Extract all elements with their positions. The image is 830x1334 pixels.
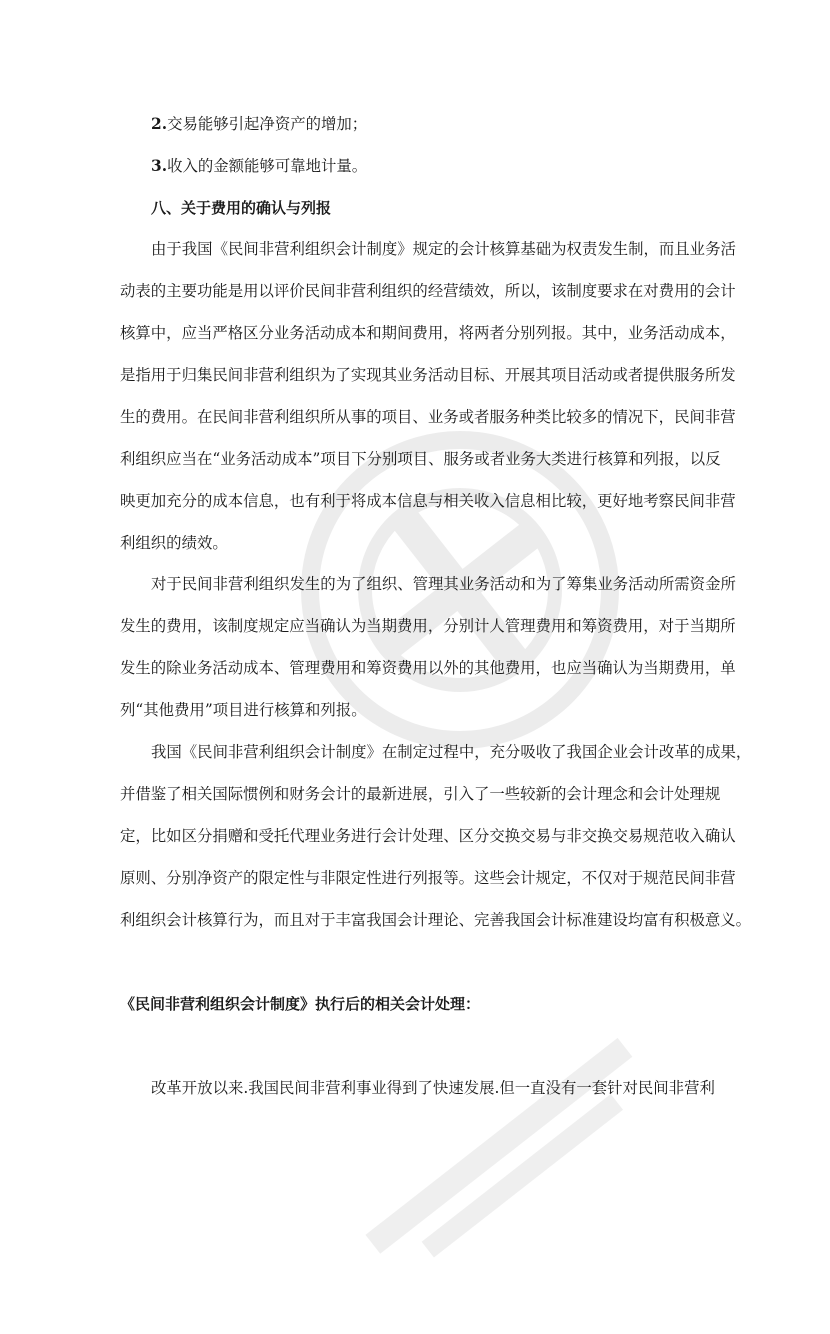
- paragraph-2-line: 列“其他费用”项目进行核算和列报。: [120, 701, 367, 719]
- paragraph-3-line: 利组织会计核算行为，而且对于丰富我国会计理论、完善我国会计标准建设均富有积极意义。: [120, 911, 752, 929]
- list-item-3-text: 收入的金额能够可靠地计量。: [167, 157, 368, 175]
- paragraph-1-line: 利组织应当在“业务活动成本”项目下分别项目、服务或者业务大类进行核算和列报，以反: [120, 450, 721, 468]
- paragraph-3-line: 原则、分别净资产的限定性与非限定性进行列报等。这些会计规定，不仅对于规范民间非营: [120, 869, 736, 887]
- subheading: 《民间非营利组织会计制度》执行后的相关会计处理：: [120, 995, 481, 1013]
- paragraph-2-line: 发生的费用，该制度规定应当确认为当期费用，分别计人管理费用和筹资费用，对于当期所: [120, 617, 736, 635]
- paragraph-1-line: 动表的主要功能是用以评价民间非营利组织的经营绩效，所以，该制度要求在对费用的会计: [120, 282, 736, 300]
- paragraph-1-line: 利组织的绩效。: [120, 534, 228, 552]
- section-heading: 八、关于费用的确认与列报: [151, 199, 332, 217]
- paragraph-4-line: 改革开放以来.我国民间非营利事业得到了快速发展.但一直没有一套针对民间非营利: [151, 1079, 715, 1097]
- paragraph-1-line: 映更加充分的成本信息，也有利于将成本信息与相关收入信息相比较，更好地考察民间非营: [120, 492, 736, 510]
- paragraph-2-line: 发生的除业务活动成本、管理费用和筹资费用以外的其他费用，也应当确认为当期费用，单: [120, 659, 736, 677]
- watermark-logo-bottom: [319, 986, 701, 1334]
- paragraph-3-line: 并借鉴了相关国际惯例和财务会计的最新进展，引入了一些较新的会计理念和会计处理规: [120, 785, 721, 803]
- paragraph-2-line: 对于民间非营利组织发生的为了组织、管理其业务活动和为了筹集业务活动所需资金所: [151, 575, 736, 593]
- paragraph-3-line: 我国《民间非营利组织会计制度》在制定过程中，充分吸收了我国企业会计改革的成果，: [151, 743, 752, 761]
- list-item-3-number: 3.: [151, 157, 168, 175]
- list-item-2-number: 2.: [151, 115, 168, 133]
- paragraph-1-line: 生的费用。在民间非营利组织所从事的项目、业务或者服务种类比较多的情况下，民间非营: [120, 408, 736, 426]
- paragraph-3-line: 定，比如区分捐赠和受托代理业务进行会计处理、区分交换交易与非交换交易规范收入确认: [120, 827, 736, 845]
- list-item-2-text: 交易能够引起净资产的增加；: [167, 115, 368, 133]
- paragraph-1-line: 是指用于归集民间非营利组织为了实现其业务活动目标、开展其项目活动或者提供服务所发: [120, 366, 736, 384]
- list-item-2: [151, 114, 367, 134]
- paragraph-1-line: 由于我国《民间非营利组织会计制度》规定的会计核算基础为权责发生制，而且业务活: [151, 240, 736, 258]
- list-item-3: [151, 156, 367, 176]
- paragraph-1-line: 核算中，应当严格区分业务活动成本和期间费用，将两者分别列报。其中，业务活动成本，: [120, 324, 736, 342]
